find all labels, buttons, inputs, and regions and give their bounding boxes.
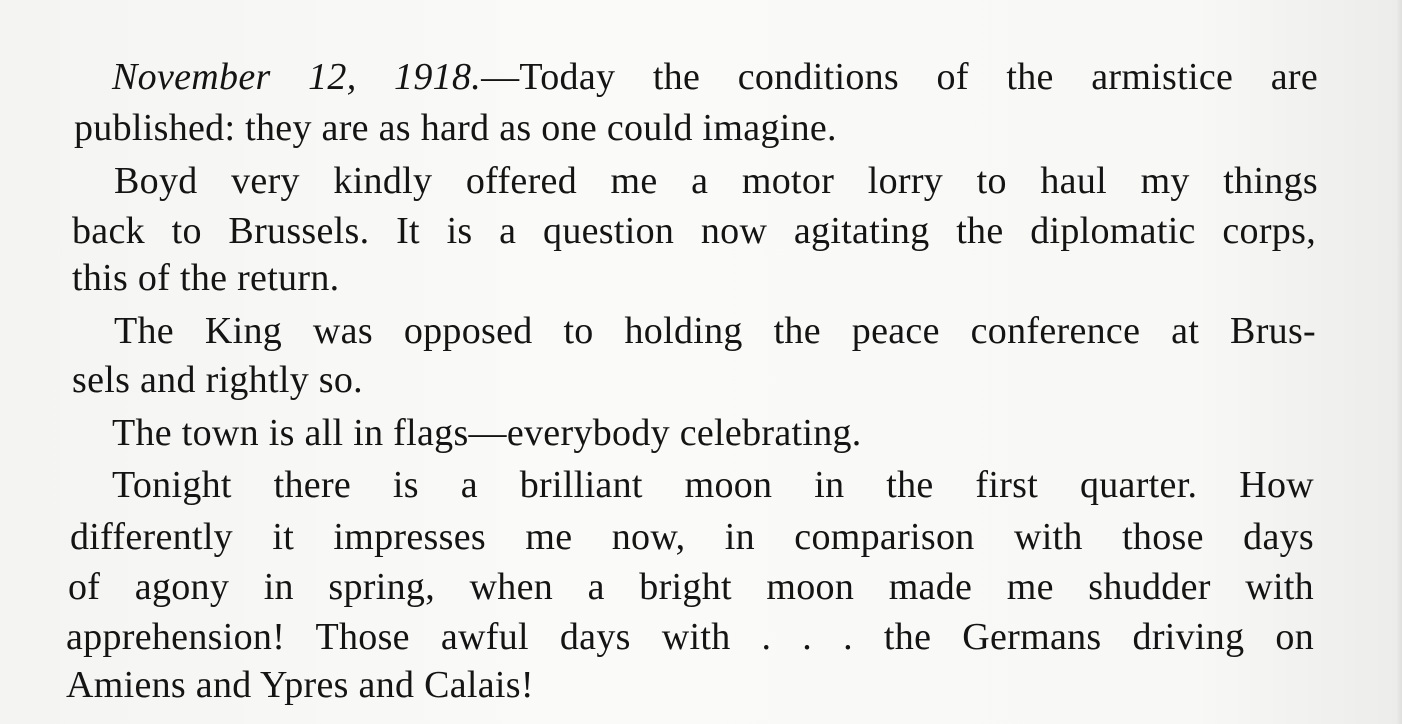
paragraph-2-line-2: back to Brussels. It is a question now agitating the diplomatic corps, [72, 210, 1316, 252]
paragraph-3-line-1: The King was opposed to holding the peace conference at Brus- [114, 310, 1316, 352]
paragraph-1-line-1-text: —Today the conditions of the armistice are [481, 56, 1319, 98]
paragraph-2-line-1: Boyd very kindly offered me a motor lorry to haul my things [114, 160, 1318, 202]
paragraph-4-line-1: The town is all in flags—everybody celebrating. [112, 412, 862, 454]
paragraph-2-line-3: this of the return. [72, 257, 340, 299]
diary-date: November 12, 1918. [112, 56, 482, 98]
page-edge-shadow [1396, 0, 1402, 724]
paragraph-1-line-2: published: they are as hard as one could imagine. [74, 107, 837, 149]
paragraph-5-line-3: of agony in spring, when a bright moon made me shudder with [68, 566, 1314, 608]
paragraph-5-line-5: Amiens and Ypres and Calais! [66, 664, 534, 706]
paragraph-1-line-1 [112, 52, 1318, 102]
paragraph-5-line-2: differently it impresses me now, in comparison with those days [70, 516, 1314, 558]
paragraph-5-line-4: apprehension! Those awful days with . . . the Germans driving on [66, 616, 1314, 658]
paragraph-3-line-2: sels and rightly so. [72, 359, 363, 401]
paragraph-5-line-1: Tonight there is a brilliant moon in the first quarter. How [112, 464, 1314, 506]
